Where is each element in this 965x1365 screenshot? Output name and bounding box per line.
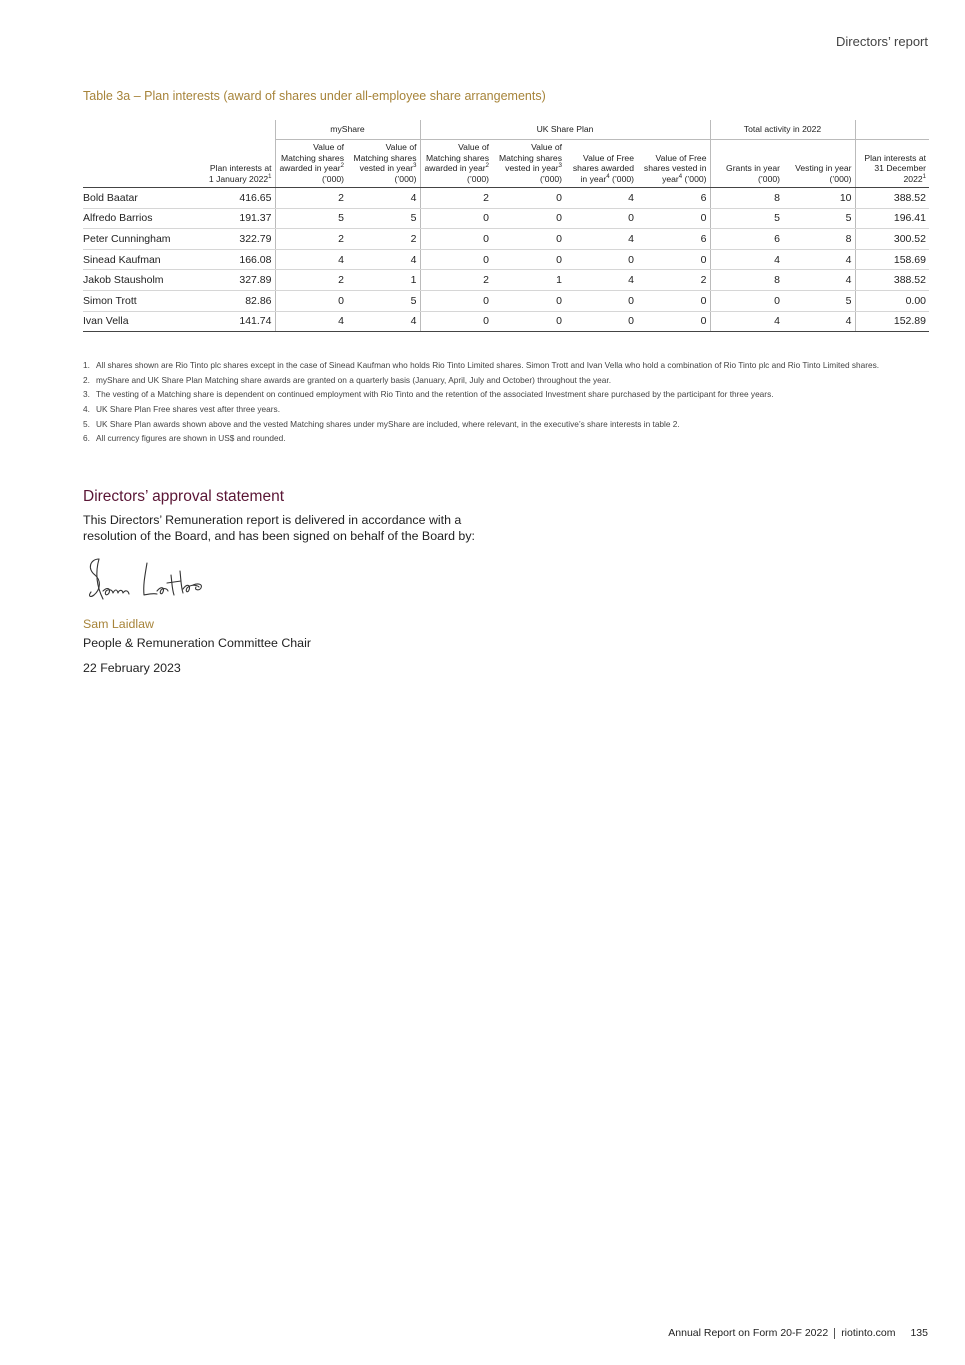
table-cell: 4	[347, 249, 420, 270]
table-cell: 4	[783, 270, 855, 291]
table-cell: 2	[275, 229, 347, 250]
director-name: Jakob Stausholm	[83, 270, 203, 291]
footer-website: riotinto.com	[841, 1327, 896, 1339]
table-cell: 4	[710, 311, 783, 332]
table-cell: 152.89	[855, 311, 929, 332]
table-cell: 0	[565, 290, 637, 311]
table-cell: 0	[492, 188, 565, 209]
table-cell: 0	[565, 208, 637, 229]
table-cell: 0	[492, 229, 565, 250]
table-cell: 0.00	[855, 290, 929, 311]
table-cell: 327.89	[203, 270, 275, 291]
table-cell: 6	[637, 229, 710, 250]
column-header-row	[83, 140, 929, 188]
section-header: Directors’ report	[836, 34, 928, 49]
table-row	[83, 249, 929, 270]
table-cell: 1	[347, 270, 420, 291]
table-cell: 166.08	[203, 249, 275, 270]
signer-name: Sam Laidlaw	[83, 617, 154, 631]
footnote: 1. All shares shown are Rio Tinto plc shares except in the case of Sinead Kaufman who holds Rio Tinto Limited shares. Simon Trott and Ivan Vella who hold a combination of Rio Tinto plc and Rio Tinto Limited shares.	[83, 360, 880, 370]
footnotes	[83, 360, 893, 448]
table-cell: 0	[637, 208, 710, 229]
table-cell: 5	[275, 208, 347, 229]
table-cell: 141.74	[203, 311, 275, 332]
table-cell: 4	[347, 188, 420, 209]
table-cell: 0	[710, 290, 783, 311]
group-total-activity: Total activity in 2022	[710, 120, 855, 140]
group-myshare: myShare	[275, 120, 420, 140]
table-cell: 0	[420, 311, 492, 332]
table-row	[83, 208, 929, 229]
table-cell: 8	[710, 188, 783, 209]
group-header-row	[83, 120, 929, 140]
table-cell: 0	[275, 290, 347, 311]
table-cell: 0	[637, 290, 710, 311]
col-myshare-matching-awarded: Value of Matching shares awarded in year$^2$ (’000)	[275, 140, 347, 188]
table-cell: 322.79	[203, 229, 275, 250]
table-cell: 300.52	[855, 229, 929, 250]
footer-report-title: Annual Report on Form 20-F 2022	[668, 1327, 829, 1339]
table-cell: 2	[637, 270, 710, 291]
table-cell: 0	[637, 311, 710, 332]
col-uksp-free-awarded: Value of Free shares awarded in year$^4$ (’000)	[565, 140, 637, 188]
director-name: Alfredo Barrios	[83, 208, 203, 229]
table-cell: 2	[275, 270, 347, 291]
table-cell: 0	[565, 311, 637, 332]
table-cell: 82.86	[203, 290, 275, 311]
table-cell: 5	[710, 208, 783, 229]
table-cell: 158.69	[855, 249, 929, 270]
table-row	[83, 290, 929, 311]
table-cell: 4	[710, 249, 783, 270]
footnote: 6. All currency figures are shown in US$ and rounded.	[83, 433, 286, 444]
table-cell: 388.52	[855, 270, 929, 291]
table-cell: 2	[275, 188, 347, 209]
table-cell: 4	[783, 249, 855, 270]
footnote: 4. UK Share Plan Free shares vest after three years.	[83, 404, 280, 415]
table-cell: 8	[710, 270, 783, 291]
table-cell: 5	[347, 290, 420, 311]
footer-divider	[834, 1328, 835, 1339]
table-cell: 0	[492, 311, 565, 332]
table-cell: 2	[420, 270, 492, 291]
table-cell: 0	[420, 290, 492, 311]
table-row	[83, 229, 929, 250]
table-cell: 4	[783, 311, 855, 332]
col-vesting-in-year: Vesting in year (’000)	[783, 140, 855, 188]
signing-date: 22 February 2023	[83, 661, 181, 675]
director-name: Sinead Kaufman	[83, 249, 203, 270]
table-cell: 5	[347, 208, 420, 229]
table-cell: 0	[565, 249, 637, 270]
table-cell: 191.37	[203, 208, 275, 229]
approval-body: This Directors’ Remuneration report is delivered in accordance with a resolution of the Board, and has been signed on behalf of the Board by:	[83, 513, 475, 543]
table-cell: 6	[637, 188, 710, 209]
table-cell: 0	[492, 208, 565, 229]
page-footer	[668, 1327, 928, 1339]
table-cell: 4	[275, 249, 347, 270]
table-cell: 0	[420, 249, 492, 270]
col-grants-in-year: Grants in year (’000)	[710, 140, 783, 188]
table-cell: 0	[420, 208, 492, 229]
col-uksp-free-vested: Value of Free shares vested in year$^4$ (’000)	[637, 140, 710, 188]
table-cell: 2	[347, 229, 420, 250]
table-cell: 5	[783, 290, 855, 311]
director-name: Peter Cunningham	[83, 229, 203, 250]
table-cell: 5	[783, 208, 855, 229]
table-cell: 4	[565, 229, 637, 250]
table-row	[83, 311, 929, 332]
col-myshare-matching-vested: Value of Matching shares vested in year$^3$ (’000)	[347, 140, 420, 188]
page-number: 135	[910, 1327, 928, 1339]
table-cell: 196.41	[855, 208, 929, 229]
table-cell: 1	[492, 270, 565, 291]
director-name: Ivan Vella	[83, 311, 203, 332]
table-cell: 6	[710, 229, 783, 250]
table-cell: 0	[492, 249, 565, 270]
signer-role: People & Remuneration Committee Chair	[83, 636, 311, 650]
table-cell: 416.65	[203, 188, 275, 209]
table-row	[83, 188, 929, 209]
col-uksp-matching-vested: Value of Matching shares vested in year$^3$ (’000)	[492, 140, 565, 188]
table-cell: 10	[783, 188, 855, 209]
signature-image	[85, 553, 210, 605]
approval-heading: Directors’ approval statement	[83, 488, 285, 505]
col-plan-interests-end: Plan interests at 31 December 2022$^1$	[855, 140, 929, 188]
table-title: Table 3a – Plan interests (award of shares under all-employee share arrangements)	[83, 89, 546, 103]
footnote: 2. myShare and UK Share Plan Matching share awards are granted on a quarterly basis (January, April, July and October) throughout the year.	[83, 374, 611, 385]
table-cell: 388.52	[855, 188, 929, 209]
plan-interests-table	[83, 120, 929, 332]
footnote: 3. The vesting of a Matching share is dependent on continued employment with Rio Tinto and the retention of the associated Investment share purchased by the participant for three years.	[83, 389, 774, 400]
table-cell: 4	[565, 270, 637, 291]
table-cell: 4	[275, 311, 347, 332]
group-uk-share-plan: UK Share Plan	[420, 120, 710, 140]
table-cell: 0	[492, 290, 565, 311]
col-uksp-matching-awarded: Value of Matching shares awarded in year$^2$ (’000)	[420, 140, 492, 188]
col-plan-interests-start: Plan interests at 1 January 2022$^1$	[203, 140, 275, 188]
footnote: 5. UK Share Plan awards shown above and the vested Matching shares under myShare are included, where relevant, in the executive’s share interests in table 2.	[83, 418, 680, 429]
table-cell: 8	[783, 229, 855, 250]
table-cell: 0	[637, 249, 710, 270]
director-name: Bold Baatar	[83, 188, 203, 209]
table-cell: 0	[420, 229, 492, 250]
table-cell: 2	[420, 188, 492, 209]
table-row	[83, 270, 929, 291]
table-cell: 4	[565, 188, 637, 209]
director-name: Simon Trott	[83, 290, 203, 311]
table-cell: 4	[347, 311, 420, 332]
